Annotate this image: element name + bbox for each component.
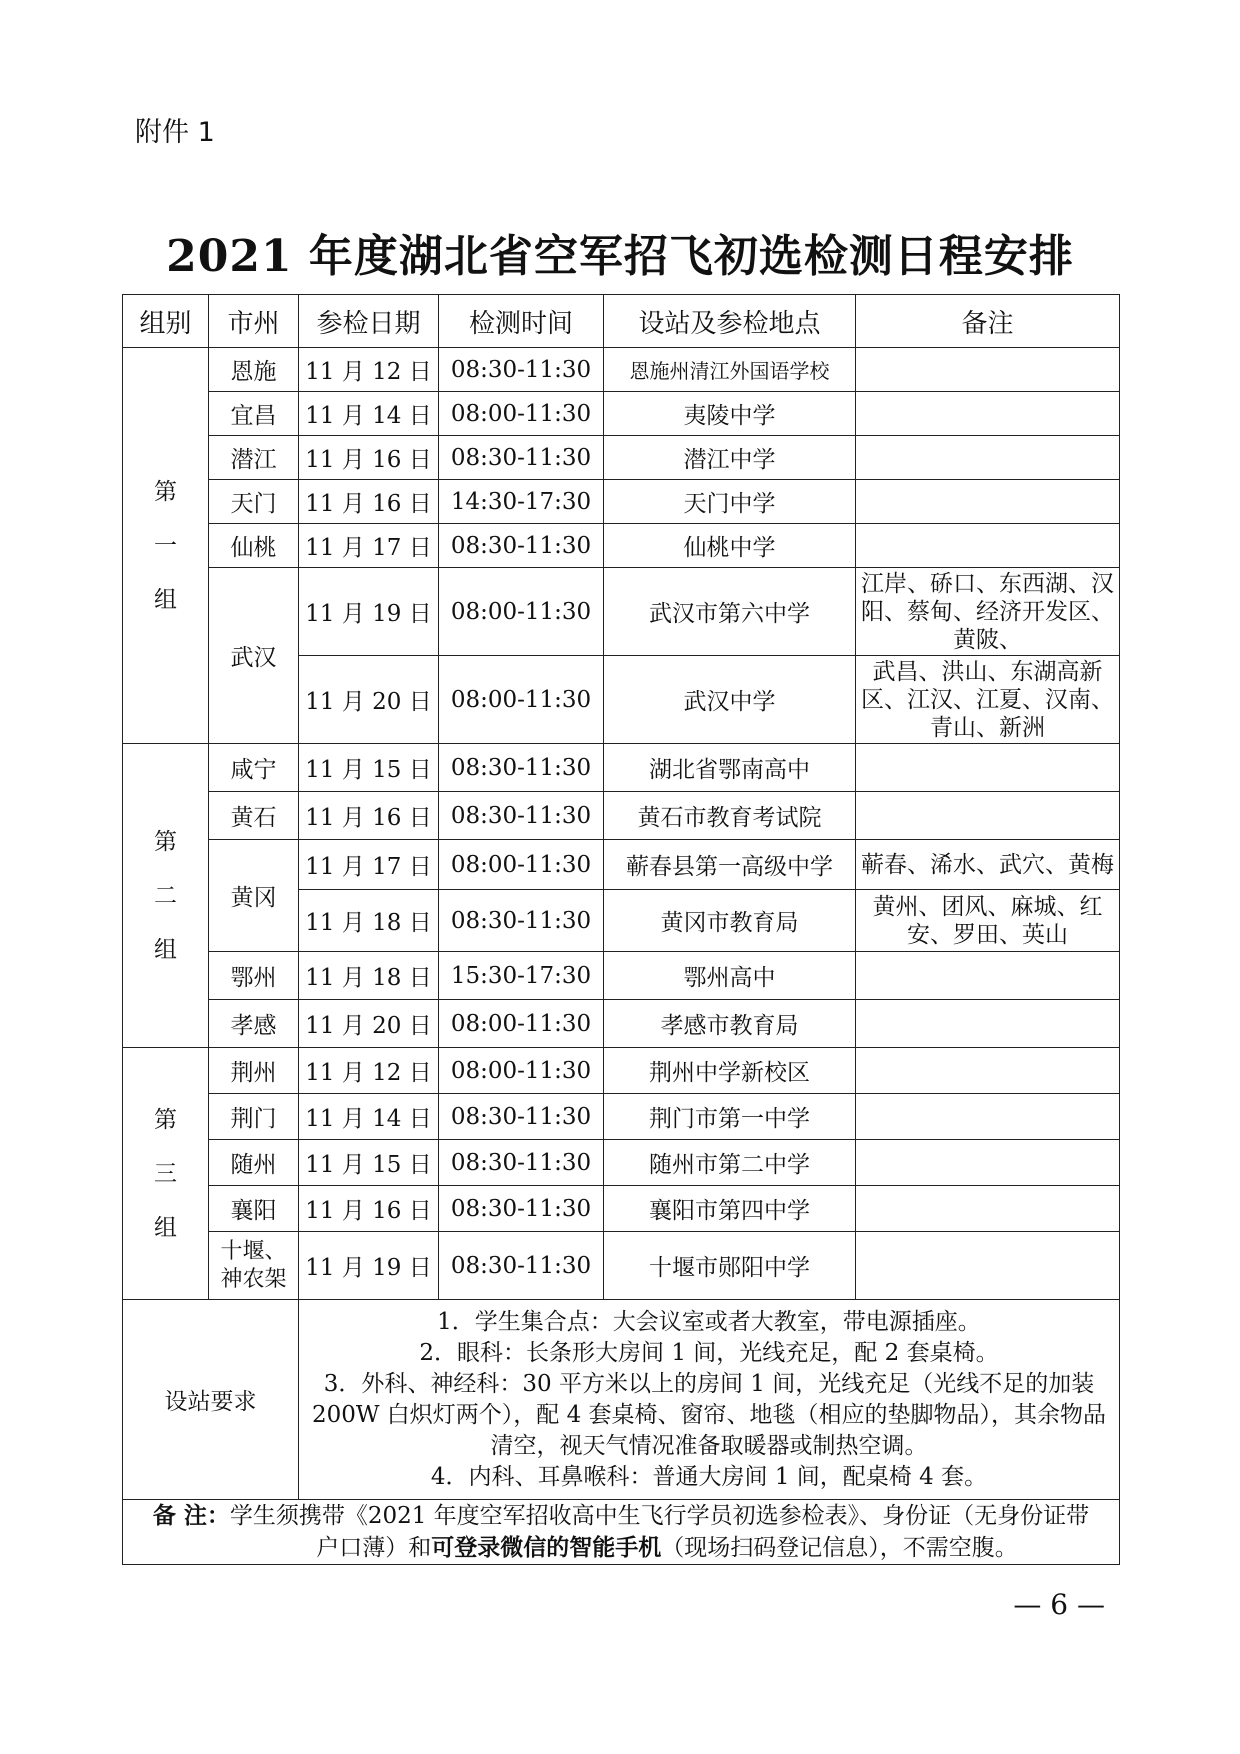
header-row	[123, 295, 1120, 348]
footnote-text-2: 户口薄）和	[316, 1535, 432, 1561]
site-cell: 孝感市教育局	[604, 1000, 856, 1048]
note-cell	[856, 792, 1120, 840]
city-cell: 荆门	[209, 1094, 299, 1140]
header-site: 设站及参检地点	[604, 295, 856, 348]
note-cell: 江岸、硚口、东西湖、汉阳、蔡甸、经济开发区、黄陂、	[856, 568, 1120, 656]
site-cell: 黄石市教育考试院	[604, 792, 856, 840]
table-row	[123, 1186, 1120, 1232]
site-cell: 随州市第二中学	[604, 1140, 856, 1186]
city-cell: 孝感	[209, 1000, 299, 1048]
date-cell: 11 月 17 日	[299, 840, 439, 890]
time-cell: 08:30-11:30	[439, 1094, 604, 1140]
table-row	[123, 348, 1120, 392]
table-row	[123, 392, 1120, 436]
city-cell: 襄阳	[209, 1186, 299, 1232]
time-cell: 08:00-11:30	[439, 656, 604, 744]
site-cell: 潜江中学	[604, 436, 856, 480]
date-cell: 11 月 20 日	[299, 656, 439, 744]
city-cell: 宜昌	[209, 392, 299, 436]
requirement-item: 4．内科、耳鼻喉科：普通大房间 1 间，配桌椅 4 套。	[430, 1463, 988, 1490]
city-cell: 十堰、神农架	[209, 1232, 299, 1300]
city-cell: 武汉	[209, 568, 299, 744]
requirements-label: 设站要求	[123, 1300, 299, 1500]
footnote-text-3: （现场扫码登记信息），不需空腹。	[661, 1535, 1018, 1561]
date-cell: 11 月 14 日	[299, 1094, 439, 1140]
date-cell: 11 月 20 日	[299, 1000, 439, 1048]
note-cell: 武昌、洪山、东湖高新区、江汉、江夏、汉南、青山、新洲	[856, 656, 1120, 744]
city-cell: 鄂州	[209, 952, 299, 1000]
requirement-item: 1．学生集合点：大会议室或者大教室，带电源插座。	[437, 1308, 981, 1335]
requirement-item: 2．眼科：长条形大房间 1 间，光线充足，配 2 套桌椅。	[419, 1339, 999, 1366]
note-cell	[856, 1232, 1120, 1300]
footnote-label: 备 注：	[152, 1503, 230, 1529]
time-cell: 08:30-11:30	[439, 1232, 604, 1300]
date-cell: 11 月 12 日	[299, 1048, 439, 1094]
note-cell: 蕲春、浠水、武穴、黄梅	[856, 840, 1120, 890]
header-date: 参检日期	[299, 295, 439, 348]
site-cell: 襄阳市第四中学	[604, 1186, 856, 1232]
footnote-continuation	[127, 1532, 1115, 1564]
site-cell: 鄂州高中	[604, 952, 856, 1000]
note-cell	[856, 744, 1120, 792]
site-cell: 荆门市第一中学	[604, 1094, 856, 1140]
note-cell: 黄州、团风、麻城、红安、罗田、英山	[856, 890, 1120, 952]
time-cell: 14:30-17:30	[439, 480, 604, 524]
city-cell: 潜江	[209, 436, 299, 480]
time-cell: 08:30-11:30	[439, 792, 604, 840]
site-cell: 天门中学	[604, 480, 856, 524]
date-cell: 11 月 14 日	[299, 392, 439, 436]
city-cell: 黄石	[209, 792, 299, 840]
date-cell: 11 月 16 日	[299, 480, 439, 524]
document-title: 2021 年度湖北省空军招飞初选检测日程安排	[166, 231, 1074, 282]
requirements-list	[299, 1300, 1120, 1500]
site-cell: 湖北省鄂南高中	[604, 744, 856, 792]
city-cell: 随州	[209, 1140, 299, 1186]
time-cell: 15:30-17:30	[439, 952, 604, 1000]
time-cell: 08:30-11:30	[439, 1186, 604, 1232]
table-row	[123, 1140, 1120, 1186]
site-cell: 十堰市郧阳中学	[604, 1232, 856, 1300]
time-cell: 08:00-11:30	[439, 568, 604, 656]
site-cell: 仙桃中学	[604, 524, 856, 568]
note-cell	[856, 1094, 1120, 1140]
date-cell: 11 月 18 日	[299, 952, 439, 1000]
table-row	[123, 1232, 1120, 1300]
table-row	[123, 436, 1120, 480]
header-city: 市州	[209, 295, 299, 348]
site-cell: 武汉中学	[604, 656, 856, 744]
group-cell-3: 第 三 组	[123, 1048, 209, 1300]
table-row	[123, 568, 1120, 656]
table-row	[123, 744, 1120, 792]
footnote-text-1: 学生须携带《2021 年度空军招收高中生飞行学员初选参检表》、身份证（无身份证带	[229, 1503, 1090, 1529]
date-cell: 11 月 12 日	[299, 348, 439, 392]
header-time: 检测时间	[439, 295, 604, 348]
note-cell	[856, 1186, 1120, 1232]
table-row	[123, 524, 1120, 568]
site-cell: 恩施州清江外国语学校	[604, 348, 856, 392]
date-cell: 11 月 17 日	[299, 524, 439, 568]
date-cell: 11 月 16 日	[299, 792, 439, 840]
schedule-table	[122, 294, 1120, 1565]
date-cell: 11 月 16 日	[299, 1186, 439, 1232]
note-cell	[856, 436, 1120, 480]
site-cell: 蕲春县第一高级中学	[604, 840, 856, 890]
table-row	[123, 840, 1120, 890]
note-cell	[856, 1140, 1120, 1186]
city-cell: 荆州	[209, 1048, 299, 1094]
group-cell-1: 第 一 组	[123, 348, 209, 744]
site-cell: 夷陵中学	[604, 392, 856, 436]
site-cell: 黄冈市教育局	[604, 890, 856, 952]
time-cell: 08:30-11:30	[439, 436, 604, 480]
time-cell: 08:30-11:30	[439, 524, 604, 568]
city-cell: 仙桃	[209, 524, 299, 568]
table-row	[123, 1000, 1120, 1048]
table-row	[123, 952, 1120, 1000]
date-cell: 11 月 19 日	[299, 568, 439, 656]
note-cell	[856, 952, 1120, 1000]
table-row	[123, 1048, 1120, 1094]
header-note: 备注	[856, 295, 1120, 348]
requirement-item: 3．外科、神经科：30 平方米以上的房间 1 间，光线充足（光线不足的加装 200W 白炽灯两个），配 4 套桌椅、窗帘、地毯（相应的垫脚物品），其余物品清空，视天气情况准备取暖器或制热空调。	[311, 1370, 1107, 1459]
footnote-row	[123, 1500, 1120, 1565]
time-cell: 08:00-11:30	[439, 1048, 604, 1094]
city-cell: 恩施	[209, 348, 299, 392]
date-cell: 11 月 19 日	[299, 1232, 439, 1300]
attachment-label: 附件 1	[135, 117, 215, 148]
time-cell: 08:00-11:30	[439, 1000, 604, 1048]
time-cell: 08:00-11:30	[439, 392, 604, 436]
note-cell	[856, 480, 1120, 524]
note-cell	[856, 392, 1120, 436]
table-row	[123, 1094, 1120, 1140]
note-cell	[856, 1000, 1120, 1048]
footnote-bold: 可登录微信的智能手机	[431, 1535, 662, 1561]
date-cell: 11 月 18 日	[299, 890, 439, 952]
time-cell: 08:30-11:30	[439, 744, 604, 792]
table-row	[123, 792, 1120, 840]
date-cell: 11 月 15 日	[299, 1140, 439, 1186]
header-group: 组别	[123, 295, 209, 348]
time-cell: 08:00-11:30	[439, 840, 604, 890]
page-number: — 6 —	[1013, 1588, 1105, 1621]
site-cell: 荆州中学新校区	[604, 1048, 856, 1094]
city-cell: 天门	[209, 480, 299, 524]
footnote	[123, 1500, 1120, 1565]
requirements-row	[123, 1300, 1120, 1500]
note-cell	[856, 348, 1120, 392]
date-cell: 11 月 15 日	[299, 744, 439, 792]
note-cell	[856, 1048, 1120, 1094]
time-cell: 08:30-11:30	[439, 1140, 604, 1186]
note-cell	[856, 524, 1120, 568]
city-cell: 黄冈	[209, 840, 299, 952]
date-cell: 11 月 16 日	[299, 436, 439, 480]
time-cell: 08:30-11:30	[439, 890, 604, 952]
group-cell-2: 第 二 组	[123, 744, 209, 1048]
city-cell: 咸宁	[209, 744, 299, 792]
time-cell: 08:30-11:30	[439, 348, 604, 392]
table-row	[123, 480, 1120, 524]
site-cell: 武汉市第六中学	[604, 568, 856, 656]
